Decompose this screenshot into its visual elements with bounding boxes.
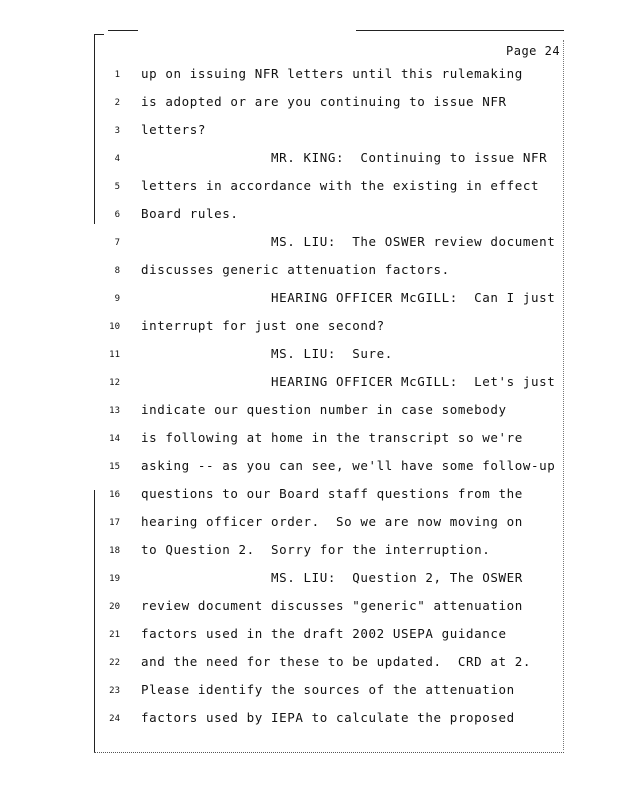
line-text: MR. KING: Continuing to issue NFR: [141, 150, 548, 165]
line-text: MS. LIU: Sure.: [141, 346, 393, 361]
line-number: 16: [109, 490, 120, 500]
line-number: 5: [114, 182, 120, 192]
line-number: 10: [109, 322, 120, 332]
line-text: interrupt for just one second?: [141, 318, 385, 333]
line-text: letters in accordance with the existing in effect: [141, 178, 540, 193]
line-number: 17: [109, 518, 120, 528]
line-text: is following at home in the transcript so we're: [141, 430, 523, 445]
line-number: 11: [109, 350, 120, 360]
line-number: 3: [114, 126, 120, 136]
line-text: is adopted or are you continuing to issue NFR: [141, 94, 507, 109]
page-number-label: Page 24: [506, 44, 561, 58]
line-text: Board rules.: [141, 206, 239, 221]
line-number: 6: [114, 210, 120, 220]
line-number: 13: [109, 406, 120, 416]
line-number: 22: [109, 658, 120, 668]
line-number: 23: [109, 686, 120, 696]
line-text: HEARING OFFICER McGILL: Let's just: [141, 374, 556, 389]
line-number: 9: [114, 294, 120, 304]
line-number: 20: [109, 602, 120, 612]
line-number: 2: [114, 98, 120, 108]
line-text: to Question 2. Sorry for the interruption.: [141, 542, 491, 557]
line-text: discusses generic attenuation factors.: [141, 262, 450, 277]
line-number: 1: [114, 70, 120, 80]
line-text: questions to our Board staff questions from the: [141, 486, 523, 501]
frame-left-lower-rule: [94, 490, 95, 752]
line-text: letters?: [141, 122, 207, 137]
frame-right-border: [563, 40, 564, 750]
line-number: 18: [109, 546, 120, 556]
line-text: MS. LIU: The OSWER review document: [141, 234, 556, 249]
line-text: and the need for these to be updated. CRD at 2.: [141, 654, 532, 669]
line-number: 4: [114, 154, 120, 164]
line-number: 21: [109, 630, 120, 640]
line-number: 24: [109, 714, 120, 724]
line-number: 7: [114, 238, 120, 248]
line-number: 15: [109, 462, 120, 472]
frame-bottom-rule: [94, 752, 564, 753]
frame-top-left-rule: [108, 30, 138, 31]
line-text: asking -- as you can see, we'll have some follow-up: [141, 458, 556, 473]
line-text: indicate our question number in case somebody: [141, 402, 507, 417]
line-text: factors used in the draft 2002 USEPA guidance: [141, 626, 507, 641]
line-number: 19: [109, 574, 120, 584]
line-text: HEARING OFFICER McGILL: Can I just: [141, 290, 556, 305]
frame-top-right-rule: [356, 30, 564, 31]
line-text: hearing officer order. So we are now moving on: [141, 514, 523, 529]
line-number: 14: [109, 434, 120, 444]
line-text: factors used by IEPA to calculate the proposed: [141, 710, 515, 725]
line-number: 8: [114, 266, 120, 276]
line-text: Please identify the sources of the attenuation: [141, 682, 515, 697]
line-text: MS. LIU: Question 2, The OSWER: [141, 570, 523, 585]
line-text: up on issuing NFR letters until this rulemaking: [141, 66, 523, 81]
line-number: 12: [109, 378, 120, 388]
frame-left-corner-rule: [94, 34, 104, 35]
frame-left-upper-rule: [94, 34, 95, 224]
line-text: review document discusses "generic" attenuation: [141, 598, 523, 613]
